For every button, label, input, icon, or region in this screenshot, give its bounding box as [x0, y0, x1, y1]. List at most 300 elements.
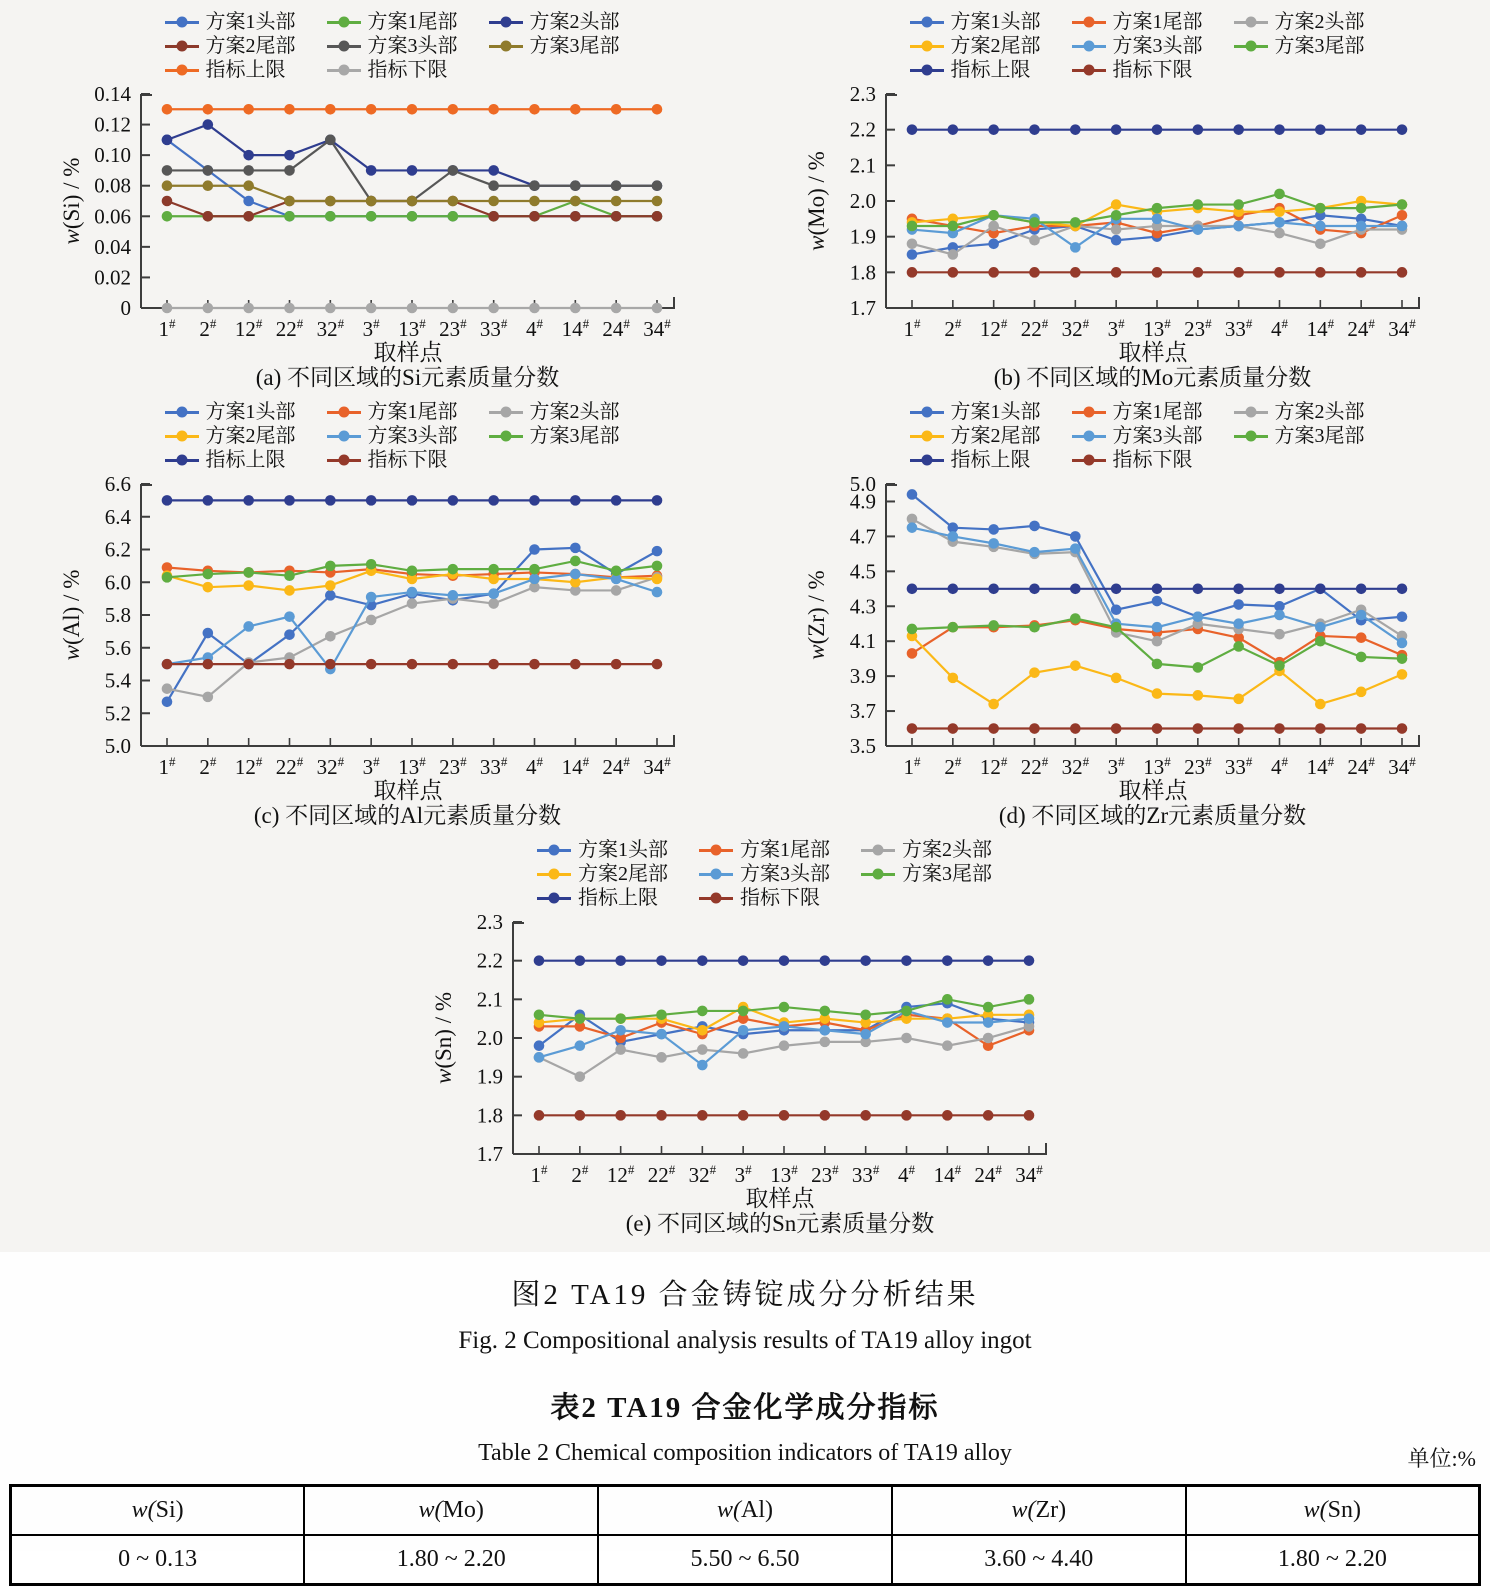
data-point: [1029, 723, 1040, 734]
data-point: [988, 124, 999, 135]
data-point: [1151, 203, 1162, 214]
legend-item: [861, 838, 1023, 862]
data-point: [820, 1037, 831, 1048]
legend-label: 方案3头部: [1112, 35, 1203, 57]
data-point: [1396, 584, 1407, 595]
chart-si-legend: [165, 10, 651, 82]
data-point: [1110, 210, 1121, 221]
data-point: [906, 124, 917, 135]
data-point: [738, 1025, 749, 1036]
legend-marker-icon: [165, 45, 199, 48]
data-point: [161, 211, 172, 222]
data-point: [610, 303, 621, 314]
x-tick-label: 14#: [561, 754, 589, 779]
x-tick-label: 1#: [530, 1162, 548, 1187]
data-point: [901, 1110, 912, 1121]
data-point: [988, 723, 999, 734]
data-point: [243, 580, 254, 591]
data-point: [615, 1110, 626, 1121]
chart-si-plot: [53, 82, 693, 364]
data-point: [570, 543, 581, 554]
figure-caption-en: Fig. 2 Compositional analysis results of TA19 alloy ingot: [458, 1327, 1032, 1354]
data-point: [365, 495, 376, 506]
x-axis-label: 取样点: [745, 1186, 815, 1211]
legend-label: 指标下限: [740, 887, 820, 909]
x-tick-label: 4#: [1270, 316, 1288, 341]
data-point: [1274, 189, 1285, 200]
chart-zr-legend: [910, 400, 1396, 472]
legend-label: 方案2尾部: [205, 425, 296, 447]
data-point: [697, 955, 708, 966]
y-tick-label: 5.0: [849, 472, 876, 496]
data-point: [697, 1110, 708, 1121]
data-point: [447, 104, 458, 115]
table-caption-zh: 表2 TA19 合金化学成分指标: [550, 1392, 940, 1424]
x-tick-label: 22#: [275, 754, 303, 779]
data-point: [488, 104, 499, 115]
data-point: [243, 165, 254, 176]
y-tick-label: 5.0: [104, 734, 131, 758]
data-point: [820, 955, 831, 966]
data-point: [365, 165, 376, 176]
legend-label: 方案3头部: [367, 35, 458, 57]
data-point: [1396, 124, 1407, 135]
data-point: [284, 611, 295, 622]
data-point: [1192, 224, 1203, 235]
legend-item: [327, 448, 489, 472]
data-point: [1151, 596, 1162, 607]
data-point: [243, 211, 254, 222]
data-point: [1355, 652, 1366, 663]
legend-label: 方案3尾部: [529, 35, 620, 57]
y-tick-label: 2.3: [849, 82, 876, 106]
y-tick-label: 6.2: [104, 537, 131, 562]
data-point: [1070, 531, 1081, 542]
data-point: [161, 104, 172, 115]
x-tick-label: 32#: [316, 754, 344, 779]
x-tick-label: 23#: [811, 1162, 839, 1187]
y-tick-label: 1.9: [476, 1064, 503, 1089]
data-point: [651, 180, 662, 191]
data-point: [656, 1029, 667, 1040]
data-point: [365, 559, 376, 570]
x-tick-label: 23#: [1183, 316, 1212, 341]
data-point: [1274, 228, 1285, 239]
x-tick-label: 32#: [688, 1162, 717, 1187]
data-point: [697, 1025, 708, 1036]
x-tick-label: 23#: [438, 316, 467, 341]
legend-marker-icon: [910, 435, 944, 438]
x-tick-label: 12#: [606, 1162, 635, 1187]
chart-si-caption: (a) 不同区域的Si元素质量分数: [255, 365, 560, 390]
y-tick-label: 2.1: [849, 153, 876, 178]
data-point: [1233, 618, 1244, 629]
table-unit-label: 单位:%: [1407, 1446, 1476, 1471]
data-point: [202, 211, 213, 222]
x-tick-label: 1#: [903, 754, 920, 779]
data-point: [447, 165, 458, 176]
x-tick-label: 22#: [275, 316, 303, 341]
legend-marker-icon: [1072, 69, 1106, 72]
data-point: [1192, 199, 1203, 210]
y-tick-label: 0.06: [93, 204, 131, 229]
legend-item: [910, 10, 1072, 34]
data-point: [325, 211, 336, 222]
legend-item: [165, 10, 327, 34]
data-point: [161, 196, 172, 207]
data-point: [570, 659, 581, 670]
data-point: [1274, 206, 1285, 217]
legend-item: [1072, 424, 1234, 448]
data-point: [570, 180, 581, 191]
data-point: [906, 522, 917, 533]
data-point: [243, 196, 254, 207]
chart-sn: [425, 838, 1065, 1238]
legend-item: [1072, 448, 1234, 472]
y-axis-label: w(Mo) / %: [803, 151, 829, 251]
legend-marker-icon: [861, 873, 895, 876]
data-point: [983, 1110, 994, 1121]
data-point: [983, 1002, 994, 1013]
legend-marker-icon: [1072, 459, 1106, 462]
legend-item: [165, 424, 327, 448]
data-point: [1029, 217, 1040, 228]
data-point: [202, 119, 213, 130]
data-point: [1110, 199, 1121, 210]
legend-label: 方案1尾部: [1112, 401, 1203, 423]
data-point: [406, 565, 417, 576]
data-point: [1029, 521, 1040, 532]
legend-item: [327, 424, 489, 448]
data-point: [651, 211, 662, 222]
legend-marker-icon: [699, 897, 733, 900]
data-point: [697, 1060, 708, 1071]
data-point: [575, 1110, 586, 1121]
legend-item: [537, 838, 699, 862]
data-point: [942, 1110, 953, 1121]
data-point: [1070, 267, 1081, 278]
data-point: [610, 196, 621, 207]
data-point: [1110, 622, 1121, 633]
legend-item: [1072, 400, 1234, 424]
chart-mo-plot: [798, 82, 1438, 364]
range-w-si: 0 ~ 0.13: [11, 1535, 305, 1585]
x-tick-label: 22#: [647, 1162, 676, 1187]
data-point: [947, 249, 958, 260]
data-point: [947, 673, 958, 684]
data-point: [656, 1052, 667, 1063]
data-point: [161, 572, 172, 583]
x-tick-label: 32#: [1061, 754, 1089, 779]
legend-marker-icon: [1072, 411, 1106, 414]
data-point: [1396, 669, 1407, 680]
data-point: [1355, 723, 1366, 734]
data-point: [1029, 667, 1040, 678]
legend-marker-icon: [165, 411, 199, 414]
data-point: [820, 1110, 831, 1121]
data-point: [1024, 1110, 1035, 1121]
legend-item: [489, 34, 651, 58]
legend-marker-icon: [699, 873, 733, 876]
x-tick-label: 34#: [642, 316, 671, 341]
data-point: [697, 1044, 708, 1055]
data-point: [1070, 613, 1081, 624]
composition-table: [9, 1484, 1481, 1586]
data-point: [779, 1040, 790, 1051]
range-w-zr: 3.60 ~ 4.40: [892, 1535, 1186, 1585]
x-tick-label: 12#: [234, 754, 262, 779]
legend-label: 指标下限: [1112, 449, 1193, 471]
data-point: [610, 180, 621, 191]
series-line: [167, 125, 657, 186]
data-point: [202, 569, 213, 580]
data-point: [1355, 124, 1366, 135]
data-point: [988, 267, 999, 278]
x-tick-label: 14#: [561, 316, 589, 341]
data-point: [325, 659, 336, 670]
data-point: [906, 221, 917, 232]
data-point: [202, 659, 213, 670]
legend-marker-icon: [910, 69, 944, 72]
x-tick-label: 33#: [851, 1162, 880, 1187]
data-point: [529, 211, 540, 222]
data-point: [610, 211, 621, 222]
x-tick-label: 12#: [234, 316, 262, 341]
legend-marker-icon: [165, 69, 199, 72]
legend-label: 方案3尾部: [1274, 35, 1365, 57]
x-tick-label: 24#: [1346, 754, 1375, 779]
data-point: [325, 580, 336, 591]
data-point: [1274, 124, 1285, 135]
legend-marker-icon: [489, 411, 523, 414]
table-caption-en: Table 2 Chemical composition indicators of TA19 alloy: [478, 1440, 1012, 1466]
data-point: [610, 565, 621, 576]
legend-marker-icon: [327, 69, 361, 72]
legend-item: [537, 862, 699, 886]
data-point: [529, 495, 540, 506]
data-point: [406, 659, 417, 670]
y-tick-label: 6.0: [104, 570, 131, 595]
data-point: [1151, 688, 1162, 699]
x-tick-label: 2#: [198, 316, 216, 341]
x-tick-label: 3#: [362, 316, 380, 341]
data-point: [1274, 660, 1285, 671]
legend-item: [1234, 10, 1396, 34]
y-tick-label: 4.9: [849, 489, 876, 514]
data-point: [488, 574, 499, 585]
data-point: [1024, 1013, 1035, 1024]
data-point: [738, 1048, 749, 1059]
data-point: [610, 104, 621, 115]
data-point: [1355, 632, 1366, 643]
data-point: [534, 1052, 545, 1063]
data-point: [820, 1025, 831, 1036]
data-point: [243, 150, 254, 161]
data-point: [610, 495, 621, 506]
x-tick-label: 12#: [979, 316, 1007, 341]
data-point: [365, 303, 376, 314]
y-tick-label: 3.5: [849, 734, 876, 758]
data-point: [161, 135, 172, 146]
legend-item: [165, 400, 327, 424]
data-point: [447, 659, 458, 670]
data-point: [1029, 547, 1040, 558]
data-point: [988, 524, 999, 535]
data-point: [570, 196, 581, 207]
data-point: [1029, 267, 1040, 278]
data-point: [529, 564, 540, 575]
legend-label: 方案2尾部: [950, 35, 1041, 57]
data-point: [1070, 660, 1081, 671]
legend-label: 方案3头部: [740, 863, 830, 885]
data-point: [906, 239, 917, 250]
x-tick-label: 32#: [316, 316, 344, 341]
data-point: [610, 585, 621, 596]
data-point: [1233, 723, 1244, 734]
legend-label: 方案2头部: [529, 401, 620, 423]
data-point: [615, 955, 626, 966]
data-point: [243, 567, 254, 578]
data-point: [365, 615, 376, 626]
y-tick-label: 6.6: [104, 472, 131, 496]
header-w-sn: w(Sn): [1186, 1486, 1480, 1536]
x-tick-label: 22#: [1020, 316, 1048, 341]
data-point: [202, 582, 213, 593]
data-point: [1110, 124, 1121, 135]
legend-marker-icon: [861, 849, 895, 852]
x-tick-label: 3#: [1107, 754, 1125, 779]
data-point: [161, 683, 172, 694]
legend-item: [699, 838, 861, 862]
legend-label: 方案1头部: [578, 839, 668, 861]
legend-label: 方案1尾部: [367, 401, 458, 423]
x-tick-label: 33#: [1224, 316, 1252, 341]
y-axis-label: w(Sn) / %: [431, 991, 456, 1085]
x-tick-label: 3#: [362, 754, 380, 779]
x-tick-label: 33#: [479, 316, 507, 341]
legend-item: [910, 34, 1072, 58]
legend-marker-icon: [327, 21, 361, 24]
legend-label: 方案2尾部: [205, 35, 296, 57]
legend-item: [489, 10, 651, 34]
data-point: [1355, 203, 1366, 214]
data-point: [243, 659, 254, 670]
x-tick-label: 13#: [770, 1162, 798, 1187]
data-point: [284, 303, 295, 314]
data-point: [325, 303, 336, 314]
legend-item: [489, 424, 651, 448]
x-tick-label: 23#: [438, 754, 467, 779]
data-point: [1110, 235, 1121, 246]
legend-item: [910, 400, 1072, 424]
data-point: [1110, 584, 1121, 595]
data-point: [1315, 203, 1326, 214]
chart-al-legend: [165, 400, 651, 472]
x-tick-label: 14#: [933, 1162, 962, 1187]
data-point: [1396, 638, 1407, 649]
data-point: [447, 590, 458, 601]
legend-label: 方案1头部: [205, 11, 296, 33]
range-w-sn: 1.80 ~ 2.20: [1186, 1535, 1480, 1585]
data-point: [1355, 584, 1366, 595]
data-point: [161, 180, 172, 191]
data-point: [1315, 267, 1326, 278]
data-point: [942, 994, 953, 1005]
legend-label: 方案2头部: [1274, 11, 1365, 33]
data-point: [406, 165, 417, 176]
legend-marker-icon: [699, 849, 733, 852]
y-tick-label: 0.04: [93, 234, 131, 259]
legend-label: 指标上限: [578, 887, 658, 909]
chart-mo: [798, 10, 1438, 392]
chart-mo-legend: [910, 10, 1396, 82]
legend-marker-icon: [1072, 45, 1106, 48]
data-point: [488, 196, 499, 207]
data-point: [820, 1006, 831, 1017]
data-point: [284, 165, 295, 176]
legend-marker-icon: [537, 897, 571, 900]
data-point: [651, 495, 662, 506]
legend-label: 方案3头部: [367, 425, 458, 447]
legend-label: 指标上限: [950, 59, 1031, 81]
data-point: [1192, 690, 1203, 701]
x-tick-label: 13#: [1142, 754, 1171, 779]
data-point: [1192, 124, 1203, 135]
data-point: [1029, 622, 1040, 633]
data-point: [1315, 622, 1326, 633]
data-point: [534, 955, 545, 966]
chart-al-caption: (c) 不同区域的Al元素质量分数: [253, 803, 562, 828]
legend-item: [489, 400, 651, 424]
data-point: [1396, 199, 1407, 210]
data-point: [1396, 267, 1407, 278]
x-tick-label: 24#: [974, 1162, 1002, 1187]
data-point: [947, 267, 958, 278]
data-point: [1355, 687, 1366, 698]
data-point: [243, 180, 254, 191]
data-point: [1151, 622, 1162, 633]
data-point: [1233, 199, 1244, 210]
range-w-mo: 1.80 ~ 2.20: [304, 1535, 598, 1585]
legend-item: [1234, 34, 1396, 58]
x-tick-label: 4#: [525, 316, 543, 341]
data-point: [1151, 214, 1162, 225]
data-point: [651, 546, 662, 557]
data-point: [1110, 673, 1121, 684]
data-point: [988, 584, 999, 595]
data-point: [1070, 543, 1081, 554]
data-point: [202, 495, 213, 506]
data-point: [1070, 242, 1081, 253]
data-point: [570, 104, 581, 115]
data-point: [983, 955, 994, 966]
legend-label: 指标下限: [367, 449, 448, 471]
chart-zr-plot: [798, 472, 1438, 802]
chart-sn-legend: [537, 838, 1023, 910]
y-tick-label: 5.6: [104, 635, 131, 660]
data-point: [779, 955, 790, 966]
legend-label: 方案2尾部: [950, 425, 1041, 447]
x-tick-label: 33#: [479, 754, 507, 779]
data-point: [947, 221, 958, 232]
header-w-si: w(Si): [11, 1486, 305, 1536]
data-point: [1396, 653, 1407, 664]
legend-marker-icon: [489, 45, 523, 48]
x-tick-label: 4#: [898, 1162, 915, 1187]
x-tick-label: 24#: [601, 754, 630, 779]
data-point: [243, 104, 254, 115]
data-point: [243, 303, 254, 314]
